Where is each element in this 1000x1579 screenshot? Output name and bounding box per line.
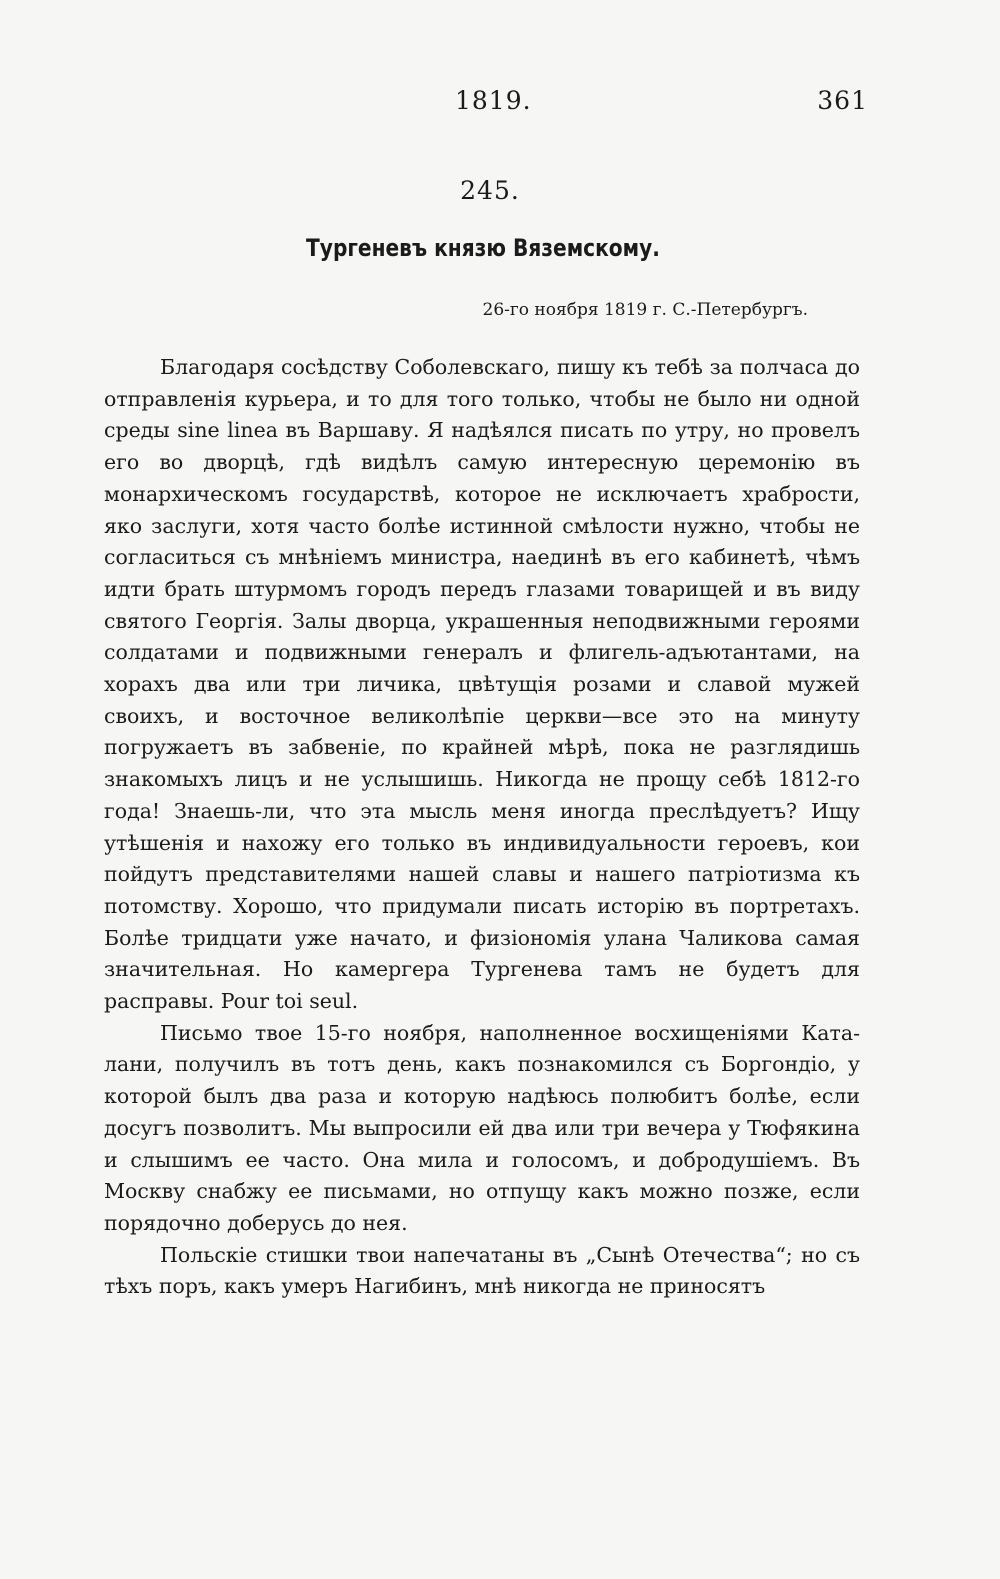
body-paragraph: Польскіе стишки твои напечатаны въ „Сынѣ Отечества“; но съ тѣхъ поръ, какъ умеръ Нагибинъ, мнѣ никогда не приносятъ xyxy=(104,1242,860,1299)
letter-body xyxy=(104,352,860,1303)
body-paragraph: Благодаря сосѣдству Соболевскаго, пишу къ тебѣ за полчаса до отправленія курьера, и то для того только, чтобы не было ни одной среды sine linea въ Варшаву. Я надѣялся писать по утру, но провелъ его во дворцѣ, гдѣ видѣлъ самую интересную церемонію въ монархическомъ государствѣ, которое не исключаетъ храбрости, яко заслуги, хотя часто болѣе истинной смѣлости нужно, чтобы не согласиться съ мнѣніемъ министра, наединѣ въ его кабинетѣ, чѣмъ идти брать штурмомъ городъ передъ глазами товарищей и въ виду святого Георгія. Залы дворца, украшенныя неподвижными героями солдатами и подвижными генералъ и флигель-адъютантами, на хорахъ два или три личика, цвѣтущія розами и славой мужей своихъ, и восточное великолѣпіе церкви—все это на минуту погружаетъ въ забвеніе, по крайней мѣрѣ, пока не разглядишь знакомыхъ лицъ и не услышишь. Никогда не прощу себѣ 1812-го года! Знаешь-ли, что эта мысль меня иногда преслѣдуетъ? Ищу утѣшенія и нахожу его только въ индивидуальности героевъ, кои пойдутъ представителями нашей славы и нашего патріотизма къ потомству. Хорошо, что придумали писать исторію въ портретахъ. Болѣе тридцати уже начато, и физіономія улана Чаликова самая значительная. Но камергера Тургенева тамъ не будетъ для расправы. Pour toi seul. xyxy=(104,355,860,1014)
running-head-year: 1819. xyxy=(455,86,532,115)
letter-dateline: 26-го ноября 1819 г. С.-Петербургъ. xyxy=(482,300,808,320)
letter-title: Тургеневъ князю Вяземскому. xyxy=(306,234,660,262)
page-number: 361 xyxy=(817,86,868,115)
body-paragraph: Письмо твое 15-го ноября, наполненное восхищеніями Каталани, получилъ въ тотъ день, какъ познакомился съ Боргондіо, у которой былъ два раза и которую надѣюсь полюбитъ болѣе, если досугъ позволитъ. Мы выпросили ей два или три вечера у Тюфякина и слышимъ ее часто. Она мила и голосомъ, и добродушіемъ. Въ Москву снабжу ее письмами, но отпущу какъ можно позже, если порядочно доберусь до нея. xyxy=(104,1020,860,1235)
letter-number: 245. xyxy=(460,176,520,205)
running-head xyxy=(0,86,1000,120)
